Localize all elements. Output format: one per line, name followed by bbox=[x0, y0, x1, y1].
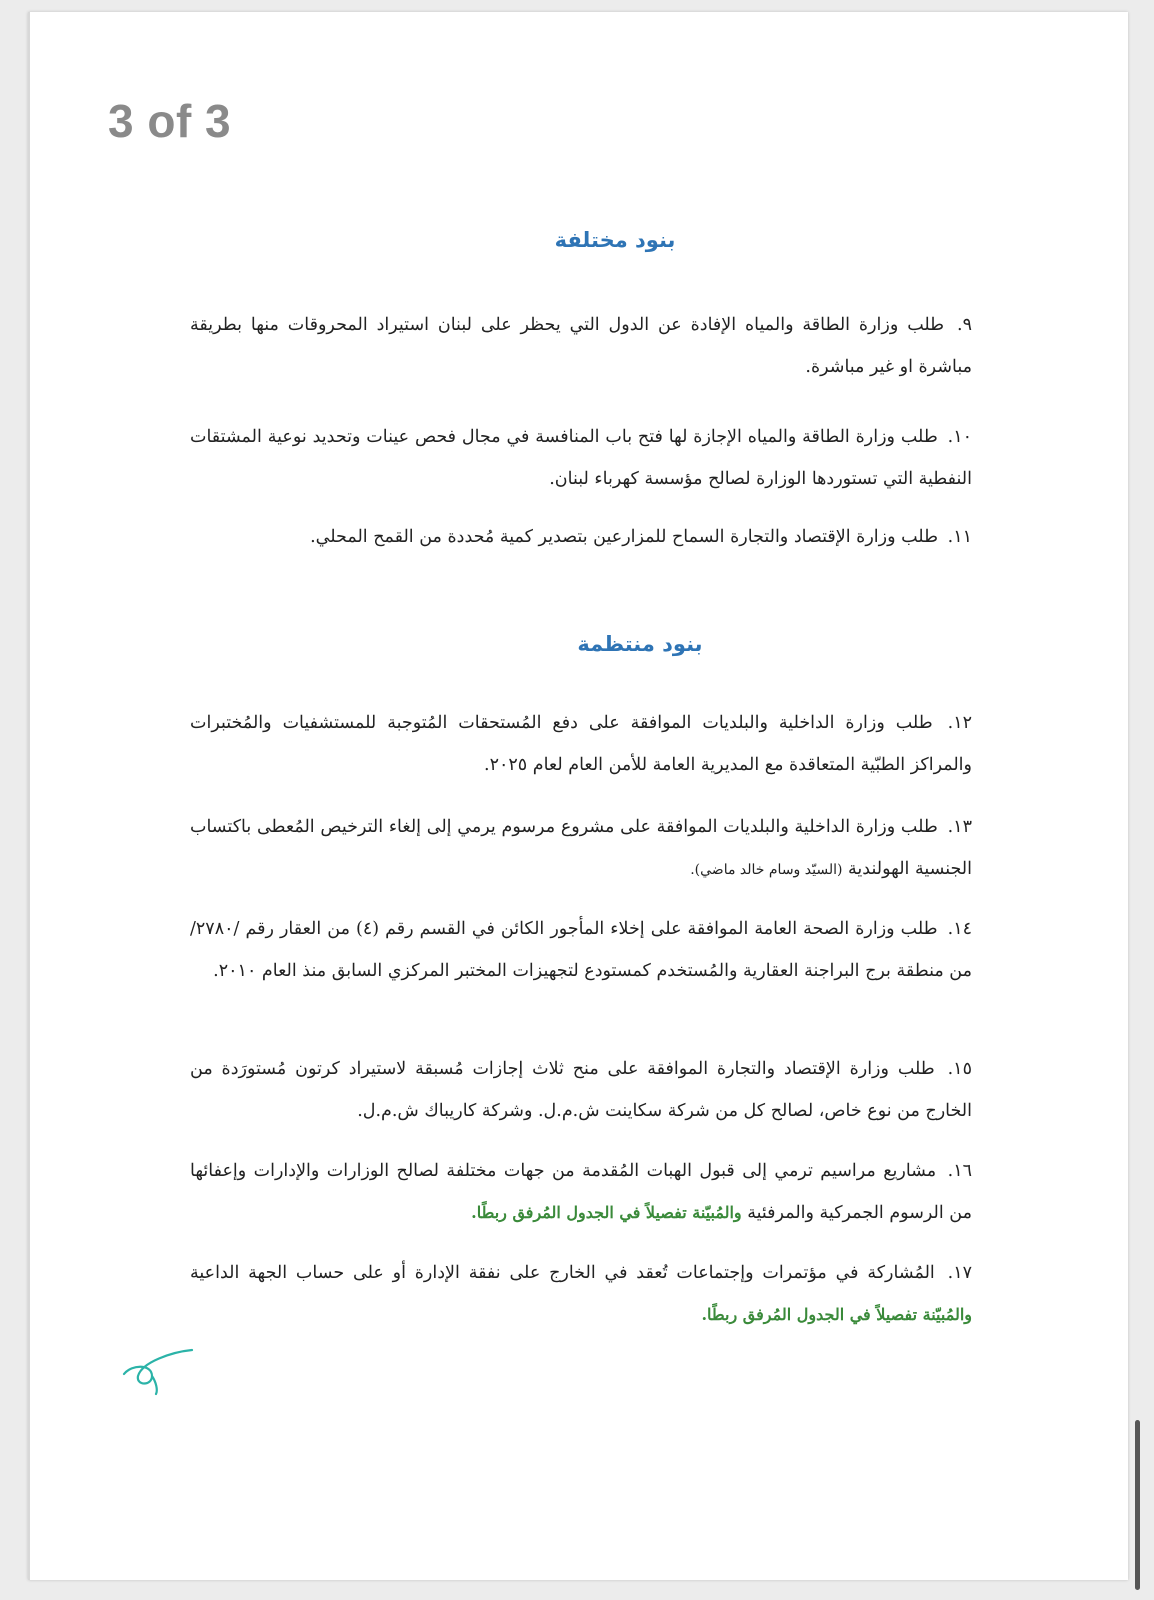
signature-icon bbox=[122, 1342, 202, 1402]
item-green-note: والمُبيّنة تفصيلاً في الجدول المُرفق ربطًا. bbox=[471, 1203, 742, 1222]
document-page bbox=[28, 12, 1128, 1580]
item-text: طلب وزارة الطاقة والمياه الإفادة عن الدول التي يحظر على لبنان استيراد المحروقات منها بطريقة مباشرة او غير مباشرة. bbox=[190, 315, 972, 377]
list-item bbox=[190, 516, 972, 558]
item-text: طلب وزارة الداخلية والبلديات الموافقة على دفع المُستحقات المُتوجبة للمستشفيات والمُختبرات والمراكز الطبّية المتعاقدة مع المديرية العامة للأمن العام لعام ٢٠٢٥. bbox=[190, 713, 972, 775]
list-item bbox=[190, 908, 972, 992]
list-item bbox=[190, 1150, 972, 1234]
item-text: مشاريع مراسيم ترمي إلى قبول الهبات المُقدمة من جهات مختلفة لصالح الوزارات والإدارات وإعفائها من الرسوم الجمركية والمرفئية bbox=[190, 1161, 972, 1223]
list-item bbox=[190, 1252, 972, 1336]
item-text: طلب وزارة الصحة العامة الموافقة على إخلاء المأجور الكائن في القسم رقم (٤) من العقار رقم /٢٧٨٠/ من منطقة برج البراجنة العقارية والمُستخدم كمستودع لتجهيزات المختبر المركزي السابق منذ العام ٢٠١٠. bbox=[190, 919, 972, 981]
list-item bbox=[190, 416, 972, 500]
scrollbar[interactable] bbox=[1135, 1420, 1140, 1590]
list-item bbox=[190, 702, 972, 786]
item-text: طلب وزارة الإقتصاد والتجارة الموافقة على منح ثلاث إجازات مُسبقة لاستيراد كرتون مُستورَدة من الخارج من نوع خاص، لصالح كل من شركة سكاينت ش.م.ل. وشركة كاريباك ش.م.ل. bbox=[190, 1059, 972, 1121]
item-number: ١٠. bbox=[947, 427, 972, 447]
item-number: ١١. bbox=[947, 527, 972, 547]
item-number: ١٣. bbox=[947, 817, 972, 837]
section-heading-misc: بنود مختلفة bbox=[554, 228, 676, 252]
list-item bbox=[190, 806, 972, 891]
item-number: ١٢. bbox=[947, 713, 972, 733]
item-number: ١٧. bbox=[947, 1263, 972, 1283]
item-number: ٩. bbox=[957, 315, 972, 335]
list-item bbox=[190, 304, 972, 388]
item-text: المُشاركة في مؤتمرات وإجتماعات تُعقد في الخارج على نفقة الإدارة أو على حساب الجهة الداعية bbox=[190, 1263, 935, 1283]
item-number: ١٦. bbox=[947, 1161, 972, 1181]
item-number: ١٥. bbox=[947, 1059, 972, 1079]
section-heading-regular: بنود منتظمة bbox=[577, 632, 703, 656]
item-text: طلب وزارة الطاقة والمياه الإجازة لها فتح باب المنافسة في مجال فحص عينات وتحديد نوعية المشتقات النفطية التي تستوردها الوزارة لصالح مؤسسة كهرباء لبنان. bbox=[190, 427, 972, 489]
item-text: طلب وزارة الإقتصاد والتجارة السماح للمزارعين بتصدير كمية مُحددة من القمح المحلي. bbox=[310, 527, 939, 547]
item-text: طلب وزارة الداخلية والبلديات الموافقة على مشروع مرسوم يرمي إلى إلغاء الترخيص المُعطى باكتساب الجنسية الهولندية bbox=[190, 817, 972, 879]
page-counter: 3 of 3 bbox=[108, 95, 232, 147]
item-number: ١٤. bbox=[947, 919, 972, 939]
item-note: (السيّد وسام خالد ماضي). bbox=[690, 862, 843, 878]
item-green-note: والمُبيّنة تفصيلاً في الجدول المُرفق ربطًا. bbox=[701, 1305, 972, 1324]
list-item bbox=[190, 1048, 972, 1132]
